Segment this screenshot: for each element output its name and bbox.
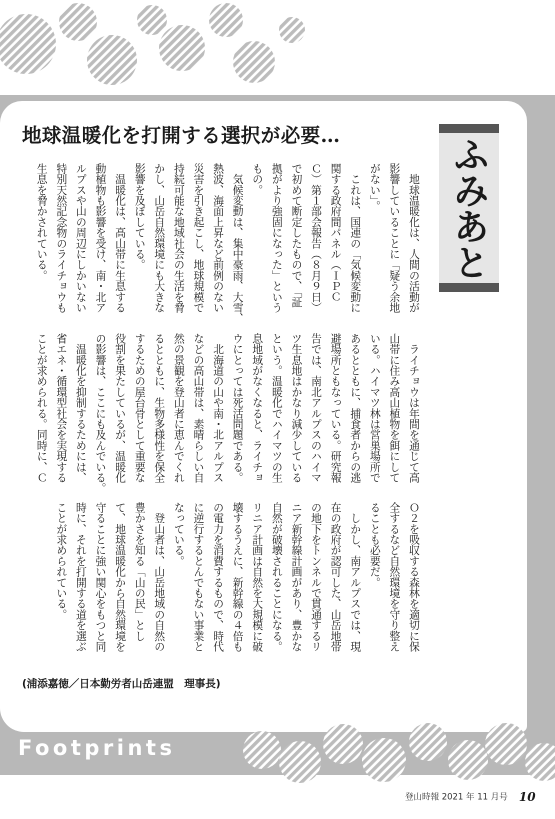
text-column: 守ることに強い関心をもつと同 xyxy=(94,502,108,652)
text-column: 熱波、海面上昇など前例のない xyxy=(212,163,226,313)
striped-circle xyxy=(485,723,527,765)
striped-circle xyxy=(209,3,243,37)
striped-circle xyxy=(323,724,363,764)
text-column: 持続可能な地域社会の生活を脅 xyxy=(172,163,186,313)
text-column: 地球温暖化は、人間の活動が xyxy=(408,163,421,313)
text-column: て、地球温暖化から自然環境を xyxy=(114,502,128,652)
striped-circle xyxy=(87,35,137,85)
text-column: の地下をトンネルで貫通するリ xyxy=(310,502,324,652)
text-column: もの。 xyxy=(251,163,265,196)
text-column: で初めて断定したもので、「証 xyxy=(290,163,304,308)
text-row-1 xyxy=(28,163,424,324)
text-column: あるとともに、捕食者からの逃 xyxy=(349,333,363,483)
text-column: しかし、南アルプスでは、現 xyxy=(349,502,363,652)
text-column: 全するなど自然環境を守り整え xyxy=(388,502,402,652)
text-column: 登山者は、山岳地域の自然の xyxy=(153,502,167,652)
page-number: 10 xyxy=(518,789,536,804)
text-column: 北海道の山や南・北アルプス xyxy=(212,333,226,483)
text-column: ことが求められる。同時に、Ｃ xyxy=(35,333,49,483)
striped-circle xyxy=(448,740,488,780)
text-column: ライチョウは年間を通じて高 xyxy=(408,333,421,483)
striped-circle xyxy=(243,731,281,769)
text-column: 生息を脅かされている。 xyxy=(35,163,49,281)
text-column: いる。ハイマツ林は営巣場所で xyxy=(368,333,382,483)
text-column: 山帯に住み高山植物を餌にして xyxy=(388,333,402,483)
text-column: Ｃ）第１部会報告（８月９日） xyxy=(310,163,324,313)
text-column: するための屋台骨として重要な xyxy=(133,333,147,483)
text-column: るとともに、生物多様性を保全 xyxy=(153,333,167,483)
striped-circle xyxy=(59,3,97,41)
text-column: 気候変動は、集中豪雨、大雪、 xyxy=(231,163,245,324)
title-bar-bottom xyxy=(439,283,499,292)
text-column: なっている。 xyxy=(172,502,186,567)
page-footer xyxy=(405,786,536,805)
text-row-3 xyxy=(28,502,424,654)
text-column: に逆行するとんでもない事業と xyxy=(192,502,206,652)
text-column: 動植物も影響を受け、南・北ア xyxy=(94,163,108,313)
text-column: ツ生息地はかなり減少している xyxy=(290,333,304,483)
text-column: 自然が破壊されることになる。 xyxy=(270,502,284,652)
text-row-2 xyxy=(28,333,424,494)
article-heading: 地球温暖化を打開する選択が必要… xyxy=(22,124,341,147)
striped-circle xyxy=(159,25,205,71)
text-column: 災害を引き起こし、地球規模で xyxy=(192,163,206,313)
text-column: 壊するうえに、新幹線の４倍も xyxy=(231,502,245,652)
text-column: 関する政府間パネル（ＩＰＣ xyxy=(329,163,343,303)
magazine-issue: 登山時報 2021 年 11 月号 xyxy=(405,792,508,803)
text-column: 豊かさを知る「山の民」とし xyxy=(133,502,147,642)
text-column: 役割を果たしているが、温暖化 xyxy=(114,333,128,483)
text-column: 省エネ・循環型社会を実現する xyxy=(55,333,69,483)
text-column: 影響していることに「疑う余地 xyxy=(388,163,402,313)
striped-circle xyxy=(279,17,305,43)
text-column: 在の政府が認可した、山岳地帯 xyxy=(329,502,343,652)
author-credit: (浦添嘉徳／日本勤労者山岳連盟 理事長) xyxy=(22,678,221,690)
striped-circle xyxy=(362,738,406,782)
text-column: Ｏ２を吸収する森林を適切に保 xyxy=(408,502,421,652)
striped-circle xyxy=(137,5,167,35)
section-title: ふみあと xyxy=(448,136,490,280)
text-column: 時に、それを打開する道を選ぶ xyxy=(74,502,88,652)
striped-circle xyxy=(0,14,56,74)
text-column: ウにとっては死活問題である。 xyxy=(231,333,245,483)
text-column: という。温暖化でハイマツの生 xyxy=(270,333,284,483)
text-column: がない」。 xyxy=(368,163,382,212)
text-column: 息地域がなくなると、ライチョ xyxy=(251,333,265,483)
text-column: ることも必要だ。 xyxy=(368,502,382,588)
striped-circle xyxy=(525,743,555,781)
text-column: リニア計画は自然を大規模に破 xyxy=(251,502,265,652)
text-column: の影響は、ここにも及んでいる。 xyxy=(94,333,108,494)
text-column: ルプスや山の周辺にしかいない xyxy=(74,163,88,313)
striped-circle xyxy=(279,741,321,783)
text-column: ことが求められている。 xyxy=(55,502,69,620)
text-column: 影響を及ぼしている。 xyxy=(133,163,147,270)
text-column: かし、山岳自然環境にも大きな xyxy=(153,163,167,313)
text-column: の電力を消費するもので、時代 xyxy=(212,502,226,652)
text-column: ニア新幹線計画があり、豊かな xyxy=(290,502,304,652)
section-title-box xyxy=(439,124,499,292)
text-column: などの高山帯は、素晴らしい自 xyxy=(192,333,206,483)
text-column: 特別天然記念物のライチョウも xyxy=(55,163,69,313)
striped-circle xyxy=(233,41,275,83)
text-column: 然の景観を登山者に恵んでくれ xyxy=(172,333,186,483)
text-column: 避場所ともなっている。研究報 xyxy=(329,333,343,483)
striped-circle xyxy=(409,723,447,761)
text-column: これは、国連の「気候変動に xyxy=(349,163,363,313)
text-column: 温暖化を抑制するためには、 xyxy=(74,333,88,483)
text-column: 告では、南北アルプスのハイマ xyxy=(310,333,324,483)
title-bar-top xyxy=(439,124,499,133)
text-column: 拠がより強固になった」という xyxy=(270,163,284,313)
decorative-striped-circles-bottom xyxy=(0,708,555,790)
decorative-striped-circles-top xyxy=(0,0,555,100)
footprints-banner: Footprints xyxy=(18,736,176,760)
text-column: 温暖化は、高山帯に生息する xyxy=(114,163,128,313)
